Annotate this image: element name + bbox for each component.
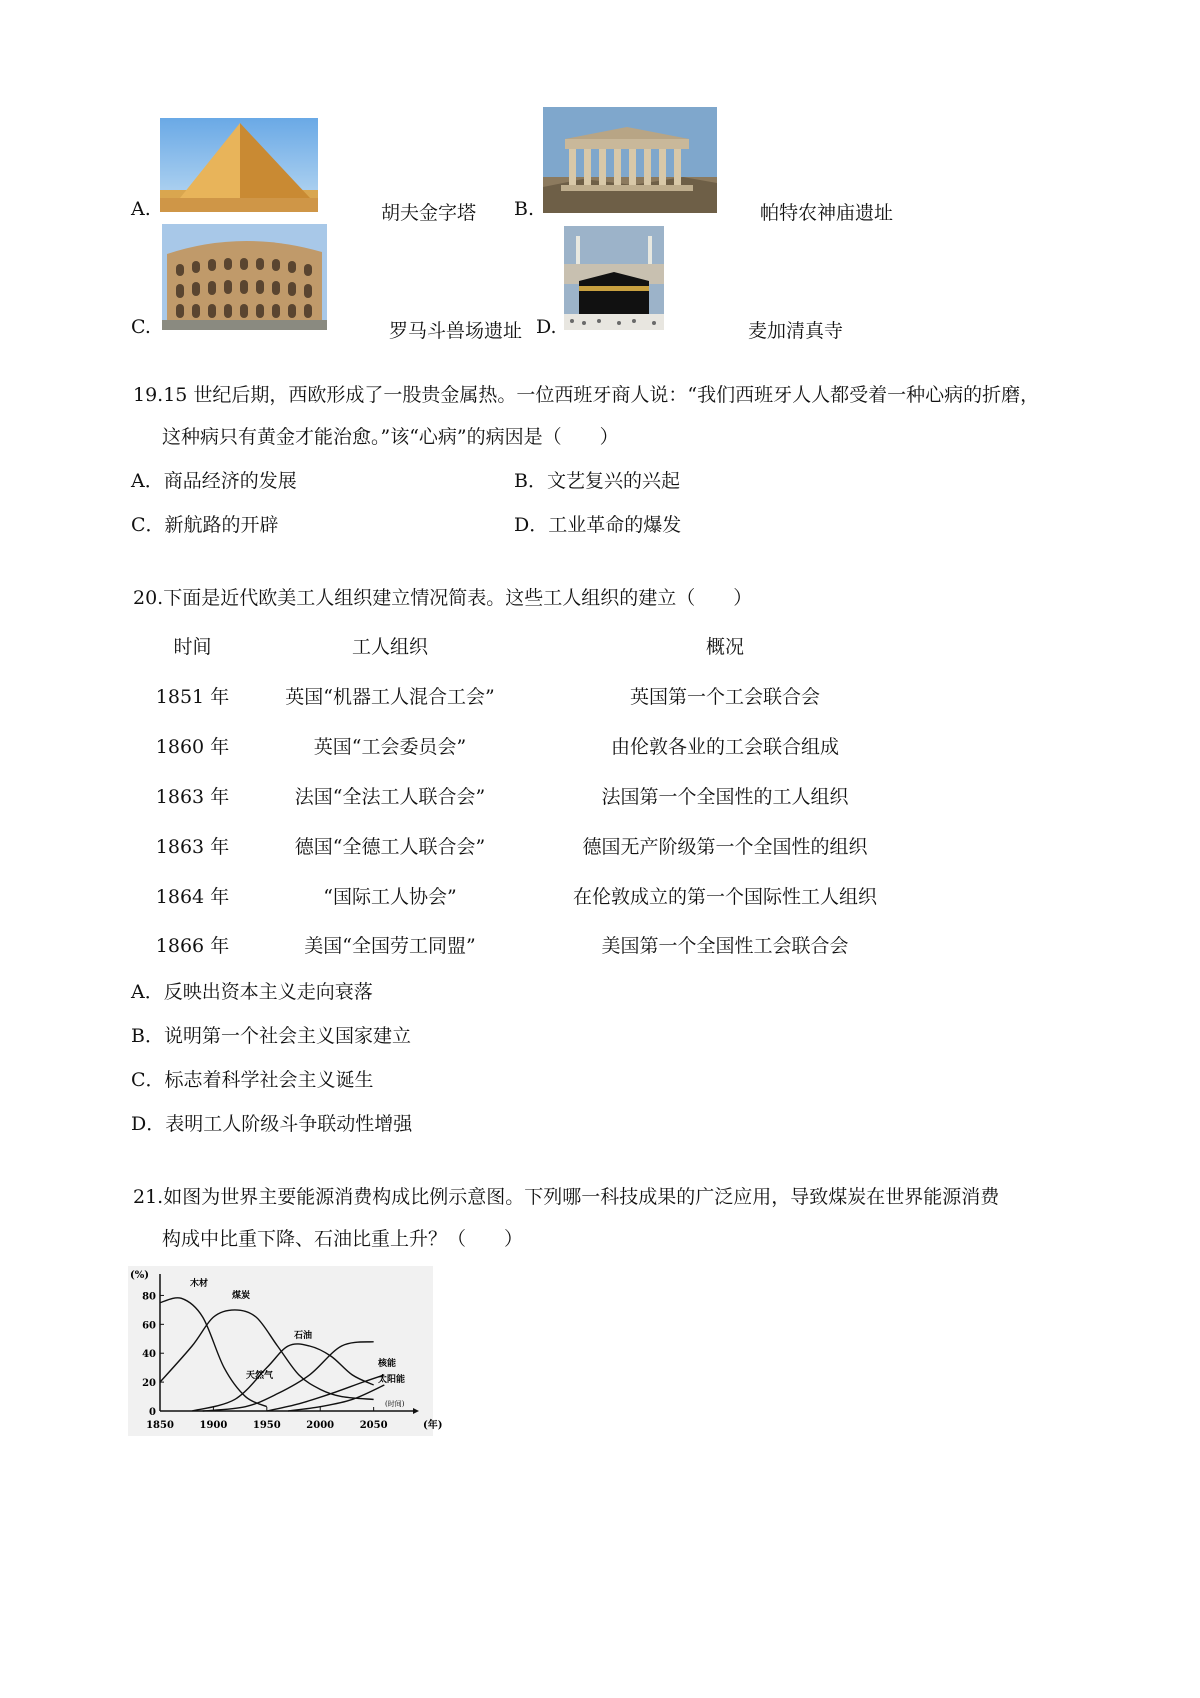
x-tick-label: 2050 — [359, 1420, 388, 1431]
series-label: 石油 — [294, 1331, 313, 1341]
q20-option-b: B．说明第一个社会主义国家建立 — [131, 1025, 411, 1047]
q21-stem-line1: 21.如图为世界主要能源消费构成比例示意图。下列哪一科技成果的广泛应用，导致煤炭在世界能源消费 — [133, 1186, 1000, 1208]
q20-option-d: D．表明工人阶级斗争联动性增强 — [131, 1113, 413, 1135]
x-tick-label: 1900 — [199, 1420, 228, 1431]
table-cell-org: 英国“工会委员会” — [313, 736, 467, 758]
x-tick-label: 2000 — [306, 1420, 335, 1431]
table-cell-summary: 英国第一个工会联合会 — [629, 686, 820, 708]
q20-option-c: C．标志着科学社会主义诞生 — [131, 1069, 374, 1091]
table-cell-summary: 法国第一个全国性的工人组织 — [601, 786, 849, 808]
x-tick-label: 1850 — [146, 1420, 174, 1431]
table-cell-org: 英国“机器工人混合工会” — [285, 686, 495, 708]
energy-consumption-chart — [128, 1266, 443, 1436]
q19-option-c: C．新航路的开辟 — [131, 514, 279, 536]
series-label: 核能 — [378, 1359, 397, 1369]
y-axis-label: (%) — [130, 1270, 149, 1281]
q18-option-b-caption: 帕特农神庙遗址 — [760, 202, 894, 224]
table-cell-summary: 美国第一个全国性工会联合会 — [601, 935, 849, 957]
table-cell-time: 1864 年 — [155, 886, 230, 908]
table-cell-time: 1863 年 — [155, 786, 230, 808]
table-cell-summary: 由伦敦各业的工会联合组成 — [610, 736, 839, 758]
q19-option-b: B．文艺复兴的兴起 — [514, 470, 680, 492]
series-label: 天然气 — [246, 1371, 274, 1381]
q19-stem-line2: 这种病只有黄金才能治愈。”该“心病”的病因是（ ） — [162, 426, 619, 448]
table-cell-time: 1866 年 — [155, 935, 230, 957]
time-annotation: (时间) — [385, 1400, 405, 1408]
kaaba-image — [564, 226, 664, 330]
q18-option-d-caption: 麦加清真寺 — [748, 320, 844, 342]
table-cell-org: 法国“全法工人联合会” — [294, 786, 486, 808]
q18-option-b-letter: B. — [514, 198, 535, 220]
table-cell-time: 1860 年 — [155, 736, 230, 758]
table-header-time: 时间 — [173, 636, 212, 658]
table-cell-org: “国际工人协会” — [323, 886, 457, 908]
q18-option-c-caption: 罗马斗兽场遗址 — [389, 320, 523, 342]
x-tick-label: 1950 — [252, 1420, 281, 1431]
y-tick-label: 60 — [142, 1320, 156, 1332]
series-label: 煤炭 — [232, 1291, 251, 1301]
colosseum-image — [162, 224, 327, 330]
parthenon-image — [543, 107, 717, 213]
q18-option-a-letter: A. — [131, 198, 151, 220]
table-cell-time: 1851 年 — [155, 686, 230, 708]
table-cell-summary: 德国无产阶级第一个全国性的组织 — [582, 836, 868, 858]
table-header-org: 工人组织 — [351, 636, 428, 658]
q18-option-a-caption: 胡夫金字塔 — [381, 202, 477, 224]
pyramid-image — [160, 118, 318, 212]
q19-stem-line1: 19.15 世纪后期，西欧形成了一股贵金属热。一位西班牙商人说：“我们西班牙人人都受着一种心病的折磨， — [133, 384, 1040, 406]
table-header-summary: 概况 — [705, 636, 744, 658]
q18-option-c-letter: C. — [131, 316, 151, 338]
y-tick-label: 40 — [142, 1349, 156, 1361]
q20-option-a: A．反映出资本主义走向衰落 — [131, 981, 373, 1003]
q19-option-a: A．商品经济的发展 — [131, 470, 297, 492]
x-axis-label: (年) — [423, 1420, 443, 1431]
q18-option-d-letter: D. — [536, 316, 557, 338]
series-label: 木材 — [190, 1279, 209, 1289]
y-tick-label: 0 — [149, 1407, 156, 1418]
y-tick-label: 20 — [142, 1378, 156, 1390]
table-cell-org: 美国“全国劳工同盟” — [304, 935, 476, 957]
y-tick-label: 80 — [142, 1291, 156, 1303]
q20-stem: 20.下面是近代欧美工人组织建立情况简表。这些工人组织的建立（ ） — [133, 587, 753, 609]
table-cell-summary: 在伦敦成立的第一个国际性工人组织 — [572, 886, 877, 908]
table-cell-org: 德国“全德工人联合会” — [294, 836, 486, 858]
table-cell-time: 1863 年 — [155, 836, 230, 858]
q21-stem-line2: 构成中比重下降、石油比重上升？（ ） — [162, 1228, 524, 1250]
series-label: 太阳能 — [378, 1375, 406, 1385]
q19-option-d: D．工业革命的爆发 — [514, 514, 682, 536]
